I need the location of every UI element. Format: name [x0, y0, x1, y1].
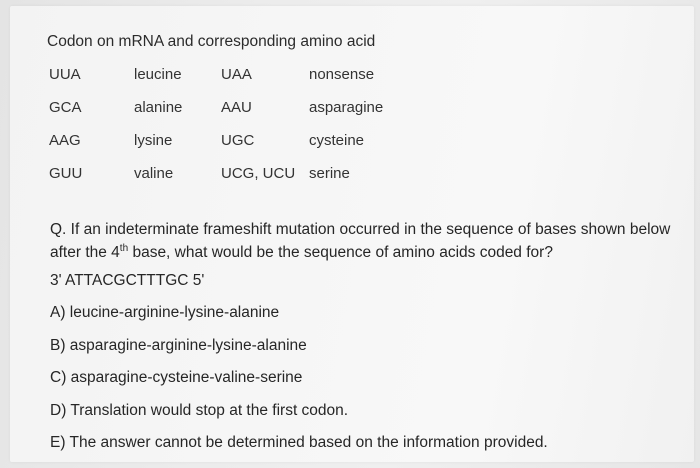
amino-acid-cell: lysine — [134, 132, 173, 149]
codon-cell: AAU — [221, 99, 252, 116]
question-part-2: base, what would be the sequence of amino acids coded for? — [128, 244, 553, 261]
amino-acid-cell: leucine — [134, 66, 182, 83]
codon-row — [47, 66, 427, 99]
codon-cell: UGC — [221, 132, 255, 149]
option-b: B) asparagine-arginine-lysine-alanine — [50, 336, 307, 354]
codon-row — [47, 132, 427, 165]
answer-options — [50, 304, 548, 467]
amino-acid-cell: valine — [134, 165, 174, 182]
option-a: A) leucine-arginine-lysine-alanine — [50, 304, 280, 321]
codon-cell: GUU — [49, 165, 83, 182]
codon-row — [47, 99, 427, 132]
amino-acid-cell: asparagine — [309, 99, 384, 116]
table-title: Codon on mRNA and corresponding amino acid — [47, 33, 376, 50]
amino-acid-cell: serine — [309, 165, 350, 182]
dna-sequence: 3' ATTACGCTTTGC 5' — [50, 272, 205, 289]
amino-acid-cell: alanine — [134, 99, 183, 116]
codon-cell: AAG — [49, 132, 81, 149]
amino-acid-cell: nonsense — [309, 66, 375, 83]
codon-cell: UCG, UCU — [221, 165, 296, 182]
option-c: C) asparagine-cysteine-valine-serine — [50, 369, 303, 386]
option-d: D) Translation would stop at the first codon. — [50, 401, 349, 419]
option-e: E) The answer cannot be determined based on the information provided. — [50, 434, 548, 451]
amino-acid-cell: cysteine — [309, 132, 365, 149]
codon-cell: GCA — [49, 99, 82, 116]
codon-row — [47, 165, 427, 198]
question-text — [50, 218, 680, 264]
codon-table — [47, 66, 427, 198]
codon-cell: UAA — [221, 66, 252, 83]
question-part-1: Q. If an indeterminate frameshift mutation occurred in the sequence of bases shown below after the 4 — [50, 221, 671, 261]
codon-cell: UUA — [49, 66, 81, 83]
question-superscript: th — [119, 243, 129, 254]
